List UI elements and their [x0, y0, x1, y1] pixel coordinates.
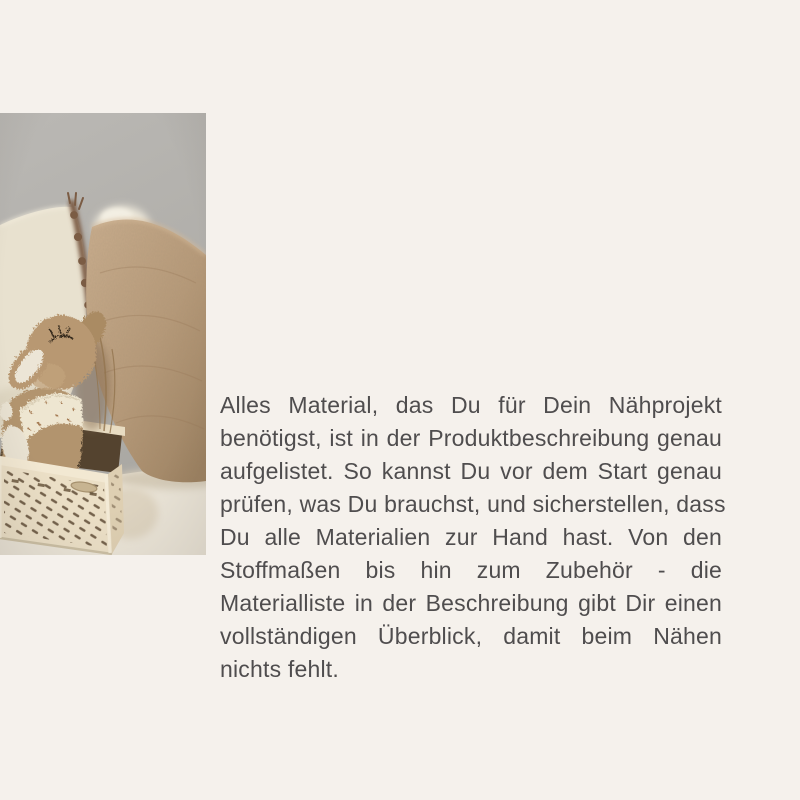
text-line: aufgelistet. So kannst Du vor dem Start genau [220, 458, 722, 484]
text-line: nichts fehlt. [220, 656, 339, 682]
text-line: Du alle Materialien zur Hand hast. Von den [220, 524, 722, 550]
photo-illustration [0, 113, 206, 555]
text-line: vollständigen Überblick, damit beim Nähen [220, 623, 722, 649]
text-line: Stoffmaßen bis hin zum Zubehör - die [220, 557, 722, 583]
text-line: prüfen, was Du brauchst, und sicherstellen, dass [220, 491, 726, 517]
text-line: benötigst, ist in der Produktbeschreibung genau [220, 425, 722, 451]
product-photo [0, 113, 206, 555]
photo-vignette [0, 113, 206, 555]
text-line: Materialliste in der Beschreibung gibt Dir einen [220, 590, 722, 616]
body-text [220, 389, 726, 686]
text-line: Alles Material, das Du für Dein Nähprojekt [220, 392, 722, 418]
